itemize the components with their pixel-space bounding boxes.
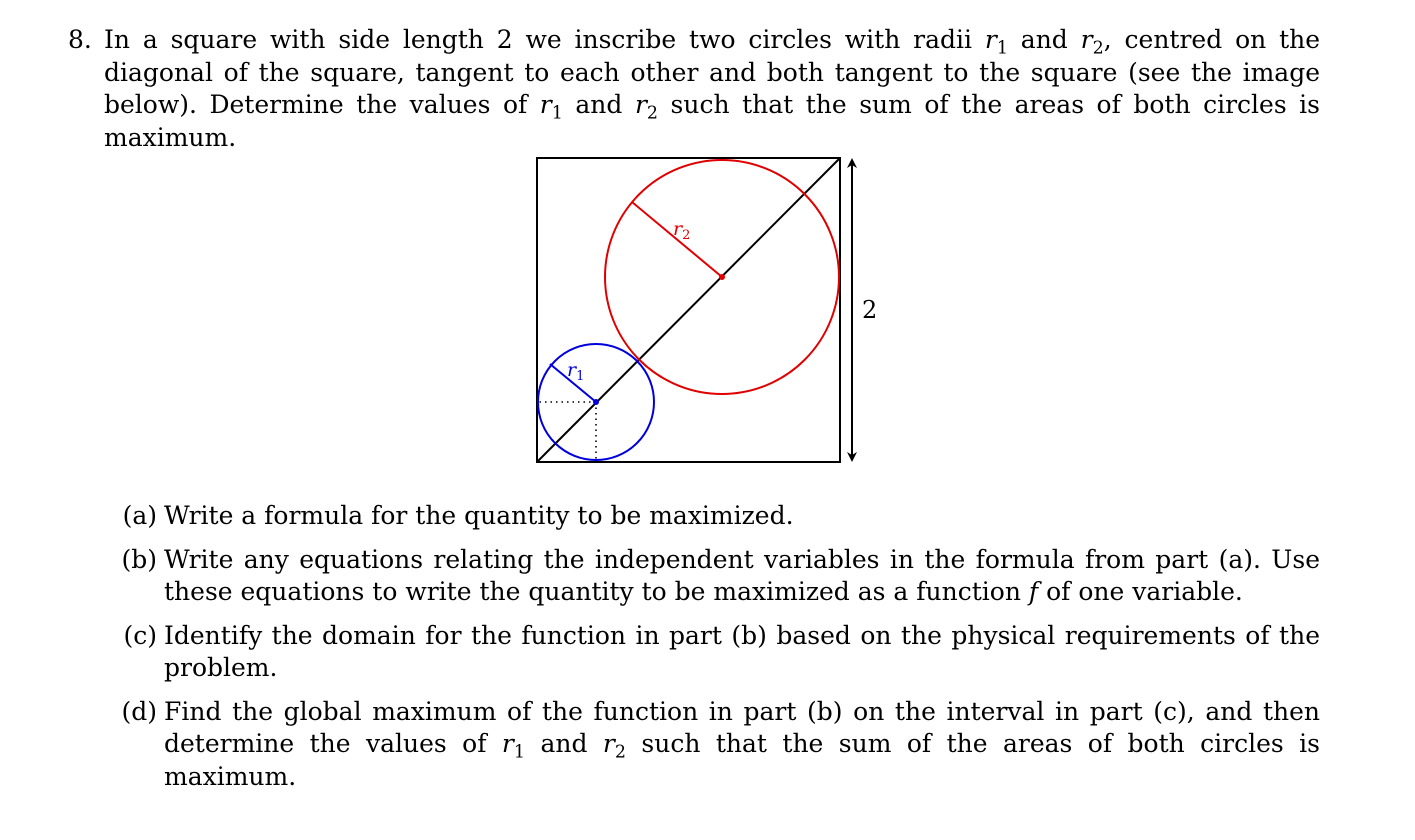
square-circles-figure (530, 150, 880, 470)
r1-symbol: $r_1$ (984, 25, 1008, 59)
part-a (112, 500, 1320, 533)
problem-text-2: and (1007, 25, 1081, 54)
problem-text-4: and (562, 90, 635, 119)
diagonal (537, 158, 840, 462)
part-text: Find the global maximum of the function in part (b) on the interval in part (c), and then determine the values of $r_1$ and $r_2$ such that the sum of the areas of both circles is maximum. (164, 696, 1320, 791)
part-c (112, 620, 1320, 685)
f-symbol: f (1028, 577, 1039, 606)
part-label: (c) (123, 620, 157, 650)
problem-text (104, 24, 1320, 154)
r2-symbol: $r_2$ (1080, 25, 1104, 59)
r1-symbol-2: $r_1$ (539, 90, 563, 124)
part-label: (b) (121, 544, 157, 574)
part-label: (d) (121, 696, 157, 726)
side-length-label: 2 (862, 296, 878, 324)
problem-text-5: such that the sum of the areas of both circles is maximum. (104, 90, 1321, 152)
r1-symbol-3: $r_1$ (501, 729, 526, 763)
problem-text-1: In a square with side length 2 we inscribe two circles with radii (104, 25, 985, 54)
r2-symbol-3: $r_2$ (602, 729, 626, 763)
problem-number: 8. (68, 25, 92, 54)
r1-label: $r_1$ (567, 359, 585, 384)
small-circle-center (593, 399, 599, 405)
part-text: Write a formula for the quantity to be maximized. (164, 501, 794, 530)
part-text: Identify the domain for the function in part (b) based on the physical requirements of the problem. (164, 620, 1320, 682)
part-text: Write any equations relating the independent variables in the formula from part (a). Use these equations to write the quantity to be maximized as a function f of one variable. (164, 544, 1320, 606)
part-label: (a) (122, 501, 157, 530)
sub-questions (112, 500, 1320, 804)
r2-label: $r_2$ (673, 218, 691, 243)
part-d (112, 696, 1320, 794)
part-b (112, 544, 1320, 609)
problem-statement (68, 24, 1320, 154)
figure-svg (530, 150, 880, 470)
r2-symbol-2: $r_2$ (634, 90, 659, 124)
problem-text-3: , centred on the diagonal of the square, tangent to each other and both tangent to the square (see the image below). Determine the values of (104, 25, 1321, 119)
large-circle-center (719, 274, 725, 280)
